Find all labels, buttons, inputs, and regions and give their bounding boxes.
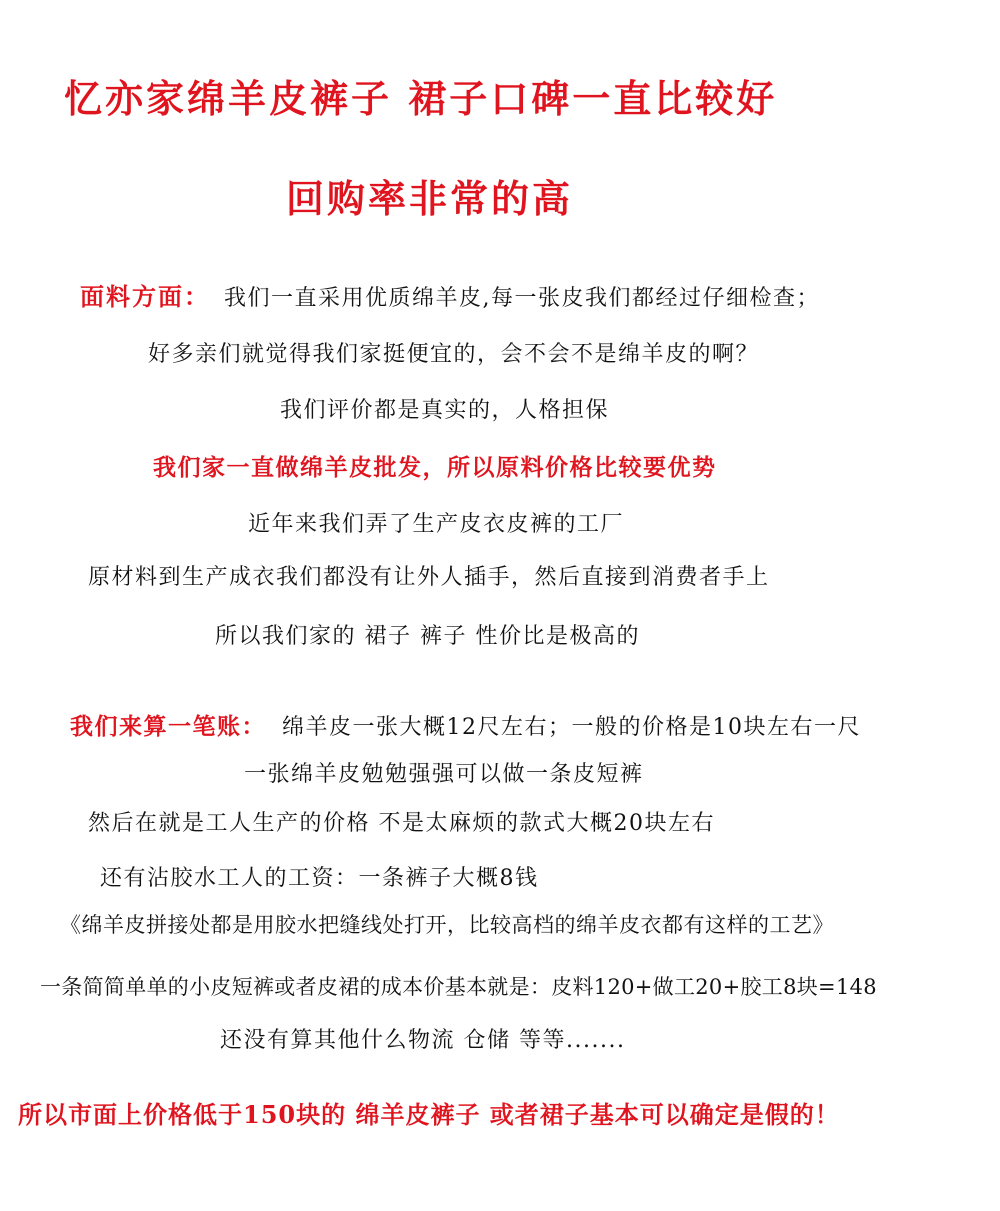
fabric-line-5: 近年来我们弄了生产皮衣皮裤的工厂 (248, 512, 625, 537)
cost-line-5: 《绵羊皮拼接处都是用胶水把缝线处打开，比较高档的绵羊皮衣都有这样的工艺》 (60, 913, 834, 937)
fabric-line-6: 原材料到生产成衣我们都没有让外人插手，然后直接到消费者手上 (88, 565, 770, 590)
headline-line-1: 忆亦家绵羊皮裤子 裙子口碑一直比较好 (64, 77, 778, 121)
fabric-line-7: 所以我们家的 裙子 裤子 性价比是极高的 (215, 624, 640, 649)
fabric-line-3: 我们评价都是真实的，人格担保 (280, 398, 610, 423)
cost-line-3: 然后在就是工人生产的价格 不是太麻烦的款式大概20块左右 (88, 811, 715, 836)
fabric-line-4-highlight: 我们家一直做绵羊皮批发，所以原料价格比较要优势 (153, 454, 717, 481)
fabric-section-label: 面料方面： (80, 282, 210, 311)
cost-line-4: 还有沾胶水工人的工资：一条裤子大概8钱 (100, 866, 539, 891)
conclusion-warning: 所以市面上价格低于150块的 绵羊皮裤子 或者裙子基本可以确定是假的！ (18, 1100, 840, 1129)
fabric-line-2: 好多亲们就觉得我们家挺便宜的，会不会不是绵羊皮的啊？ (148, 342, 760, 367)
cost-section-label: 我们来算一笔账： (70, 713, 266, 740)
fabric-line-1: 我们一直采用优质绵羊皮,每一张皮我们都经过仔细检查； (224, 286, 820, 311)
cost-line-1: 绵羊皮一张大概12尺左右；一般的价格是10块左右一尺 (282, 715, 861, 740)
headline-line-2: 回购率非常的高 (286, 177, 574, 221)
cost-row (70, 715, 861, 739)
cost-line-6: 一条简简单单的小皮短裤或者皮裙的成本价基本就是：皮料120+做工20+胶工8块=148 (40, 975, 877, 999)
fabric-row (80, 282, 820, 311)
cost-line-2: 一张绵羊皮勉勉强强可以做一条皮短裤 (244, 762, 644, 787)
cost-line-7: 还没有算其他什么物流 仓储 等等....... (220, 1028, 626, 1053)
